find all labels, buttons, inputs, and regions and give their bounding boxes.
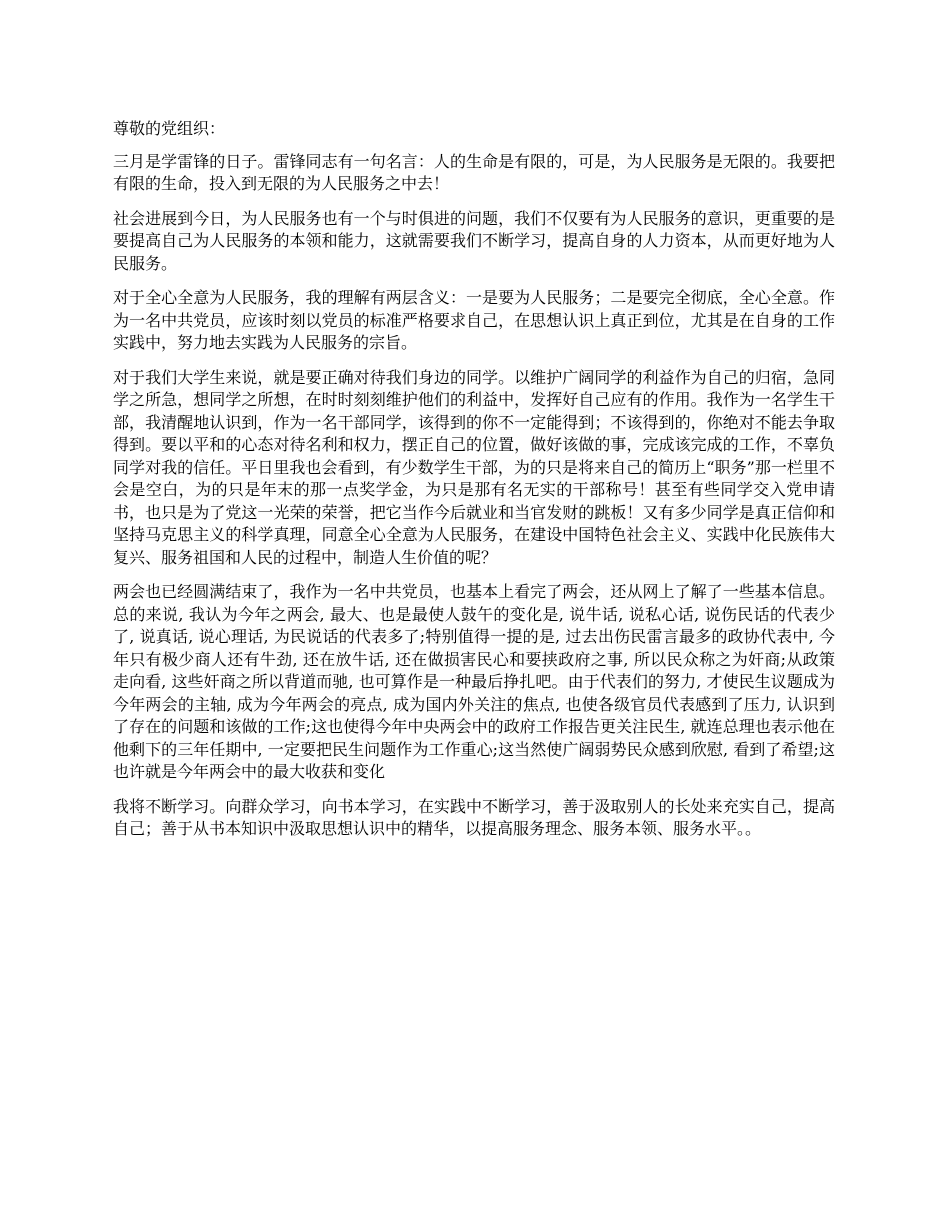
salutation: 尊敬的党组织： — [113, 119, 226, 138]
document-page — [113, 118, 835, 853]
paragraph-6: 我将不断学习。向群众学习，向书本学习，在实践中不断学习，善于汲取别人的长处来充实自己，提高自己；善于从书本知识中汲取思想认识中的精华，以提高服务理念、服务本领、服务水平。。 — [113, 796, 835, 838]
paragraph-2: 社会进展到今日，为人民服务也有一个与时俱进的问题，我们不仅要有为人民服务的意识，更重要的是要提高自己为人民服务的本领和能力，这就需要我们不断学习，提高自身的人力资本，从而更好地为人民服务。 — [113, 208, 835, 273]
paragraph-3: 对于全心全意为人民服务，我的理解有两层含义：一是要为人民服务；二是要完全彻底，全心全意。作为一名中共党员，应该时刻以党员的标准严格要求自己，在思想认识上真正到位，尤其是在自身的工作实践中，努力地去实践为人民服务的宗旨。 — [113, 288, 835, 352]
paragraph-5: 两会也已经圆满结束了，我作为一名中共党员，也基本上看完了两会，还从网上了解了一些基本信息。总的来说, 我认为今年之两会, 最大、也是最使人鼓午的变化是, 说牛话, 说私心话, 说伤民话的代表少了, 说真话, 说心理话, 为民说话的代表多了;特别值得一提的是, 过去出伤民雷言最多的政协代表中, 今年只有极少商人还有牛劲, 还在放牛话, 还在做损害民心和要挟政府之事, 所以民众称之为奸商;从政策走向看, 这些奸商之所以背道而驰, 也可算作是一种最后挣扎吧。由于代表们的努力, 才使民生议题成为今年两会的主轴, 成为今年两会的亮点, 成为国内外关注的焦点, 也使各级官员代表感到了压力, 认识到了存在的问题和该做的工作;这也使得今年中央两会中的政府工作报告更关注民生, 就连总理也表示他在他剩下的三年任期中, 一定要把民生问题作为工作重心;这当然使广阔弱势民众感到欣慰, 看到了希望;这也许就是今年两会中的最大收获和变化 — [113, 582, 835, 781]
paragraph-4: 对于我们大学生来说，就是要正确对待我们身边的同学。以维护广阔同学的利益作为自己的归宿，急同学之所急，想同学之所想，在时时刻刻维护他们的利益中，发挥好自己应有的作用。我作为一名学生干部，我清醒地认识到，作为一名干部同学，该得到的你不一定能得到；不该得到的，你绝对不能去争取得到。要以平和的心态对待名利和权力，摆正自己的位置，做好该做的事，完成该完成的工作，不辜负同学对我的信任。平日里我也会看到，有少数学生干部，为的只是将来自己的简历上“职务”那一栏里不会是空白，为的只是年末的那一点奖学金，为只是那有名无实的干部称号！甚至有些同学交入党申请书，也只是为了党这一光荣的荣誉，把它当作今后就业和当官发财的跳板！又有多少同学是真正信仰和坚持马克思主义的科学真理，同意全心全意为人民服务，在建设中国特色社会主义、实践中化民族伟大复兴、服务祖国和人民的过程中，制造人生价值的呢？ — [113, 367, 835, 567]
paragraph-1: 三月是学雷锋的日子。雷锋同志有一句名言：人的生命是有限的，可是，为人民服务是无限的。我要把有限的生命，投入到无限的为人民服务之中去！ — [113, 151, 835, 193]
